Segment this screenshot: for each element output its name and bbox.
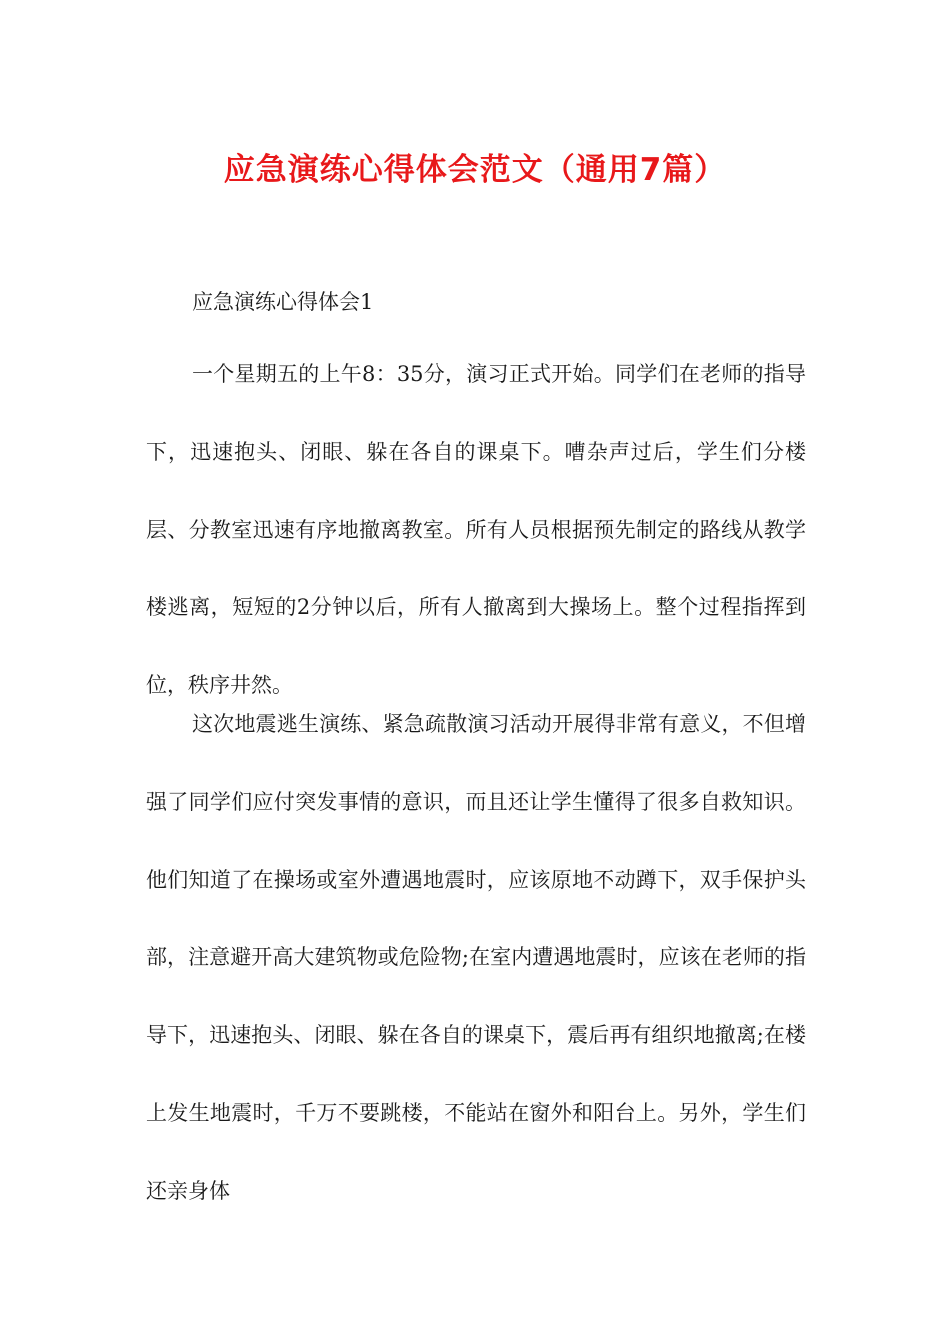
paragraph-1: 一个星期五的上午8：35分，演习正式开始。同学们在老师的指导下，迅速抱头、闭眼、躲在各自的课桌下。嘈杂声过后，学生们分楼层、分教室迅速有序地撤离教室。所有人员根据预先制定的路线从教学楼逃离，短短的2分钟以后，所有人撤离到大操场上。整个过程指挥到位，秩序井然。 (146, 362, 806, 698)
document-title: 应急演练心得体会范文（通用7篇） (223, 152, 727, 188)
section-heading: 应急演练心得体会1 (192, 290, 374, 314)
paragraph-2: 这次地震逃生演练、紧急疏散演习活动开展得非常有意义，不但增强了同学们应付突发事情的意识，而且还让学生懂得了很多自救知识。他们知道了在操场或室外遭遇地震时，应该原地不动蹲下，双手保护头部，注意避开高大建筑物或危险物;在室内遭遇地震时，应该在老师的指导下，迅速抱头、闭眼、躲在各自的课桌下，震后再有组织地撤离;在楼上发生地震时，千万不要跳楼，不能站在窗外和阳台上。另外，学生们还亲身体 (146, 712, 806, 1203)
